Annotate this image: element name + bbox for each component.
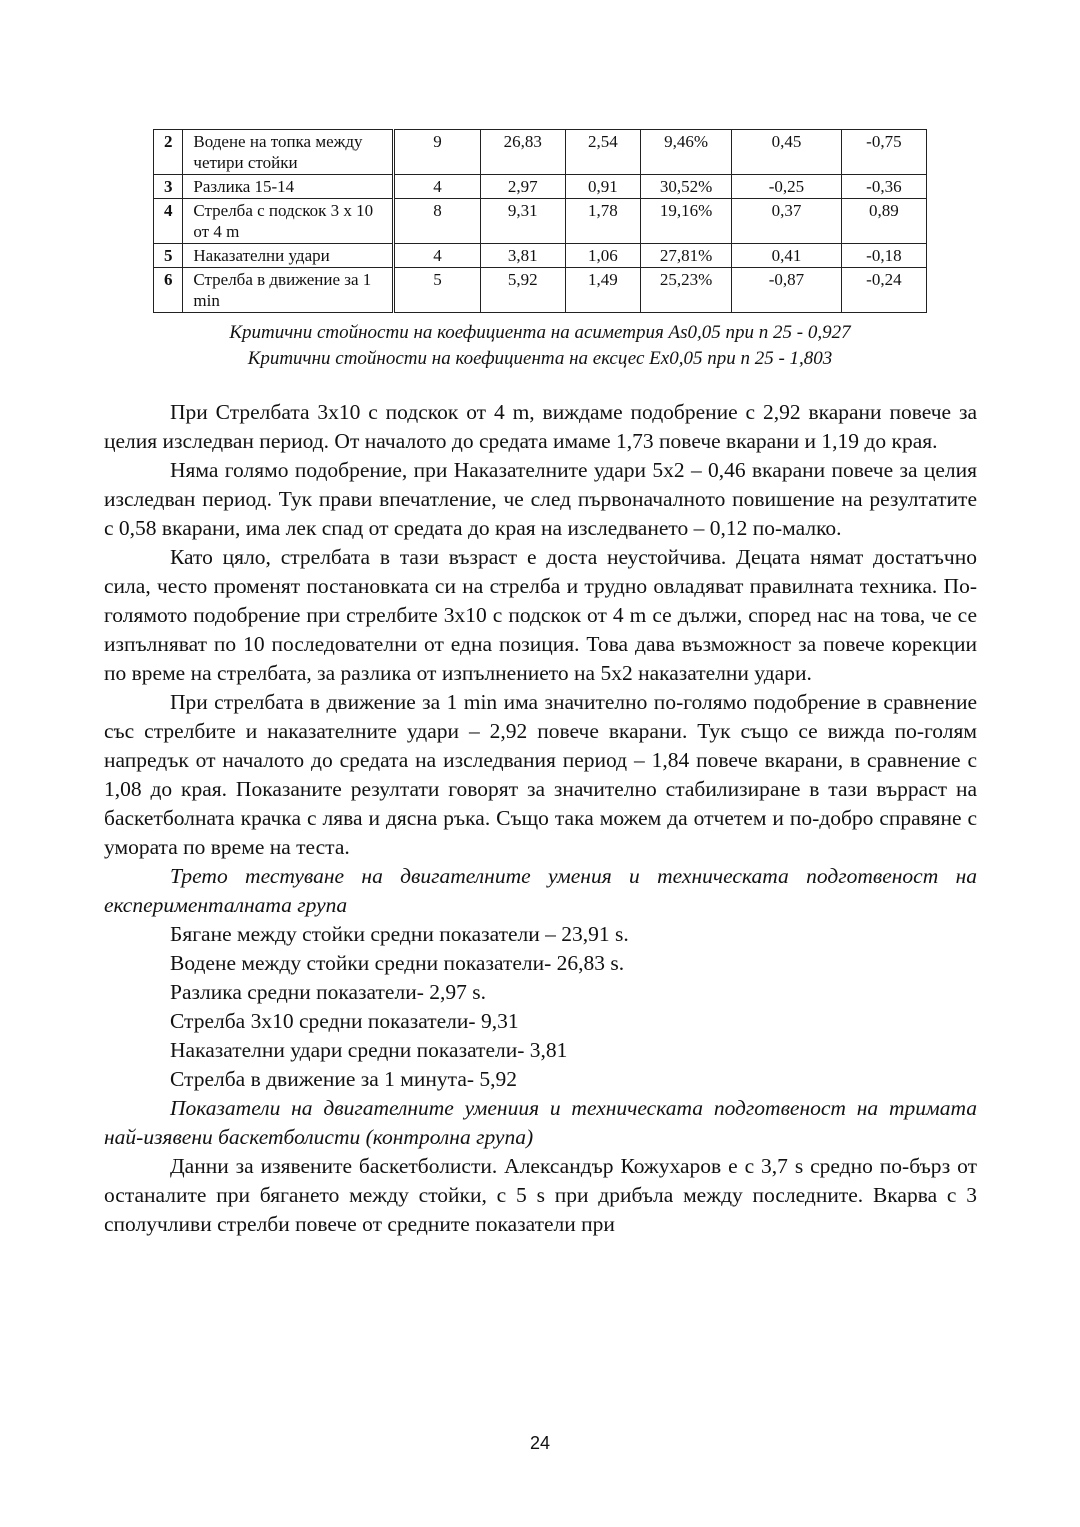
- row-number: 2: [154, 130, 183, 175]
- excess-note: Критични стойности на коефициента на ексцес Ex0,05 при n 25 - 1,803: [247, 348, 833, 369]
- cell-value: 25,23%: [640, 268, 731, 313]
- result-line: Наказателни удари средни показатели- 3,81: [170, 1038, 568, 1062]
- cell-value: 0,41: [732, 244, 842, 268]
- page-number: 24: [529, 1433, 551, 1453]
- paragraph: Няма голямо подобрение, при Наказателните удари 5х2 – 0,46 вкарани повече за целия изследван период. Тук прави впечатление, че след първоначалното повишение на резултатите с 0,58 вкарани, има лек спад от средата до края на изследването – 0,12 по-малко.: [104, 458, 977, 540]
- table-row: [154, 268, 927, 313]
- cell-value: 0,37: [732, 199, 842, 244]
- section-heading: Показатели на двигателните умениия и техническата подготвеност на тримата най-изявени баскетболисти (контролна група): [104, 1096, 977, 1149]
- cell-value: 19,16%: [640, 199, 731, 244]
- cell-value: 9,31: [480, 199, 565, 244]
- row-test-name: Стрелба с подскок 3 х 10 от 4 m: [183, 199, 394, 244]
- cell-value: 5,92: [480, 268, 565, 313]
- result-line: Бягане между стойки средни показатели – 23,91 s.: [170, 922, 629, 946]
- cell-value: 3,81: [480, 244, 565, 268]
- cell-value: 26,83: [480, 130, 565, 175]
- cell-value: 9,46%: [640, 130, 731, 175]
- body-text: [104, 398, 977, 1239]
- asymmetry-note: Критични стойности на коефициента на асиметрия As0,05 при n 25 - 0,927: [229, 322, 851, 343]
- result-line: Водене между стойки средни показатели- 26,83 s.: [170, 951, 625, 975]
- row-test-name: Водене на топка между четири стойки: [183, 130, 394, 175]
- result-line: Стрелба в движение за 1 минута- 5,92: [170, 1067, 518, 1091]
- result-line: Разлика средни показатели- 2,97 s.: [170, 980, 486, 1004]
- cell-value: 30,52%: [640, 175, 731, 199]
- cell-value: 1,06: [565, 244, 640, 268]
- paragraph: Данни за изявените баскетболисти. Александър Кожухаров е с 3,7 s средно по-бърз от останалите при бягането между стойки, с 5 s при дрибъла между последните. Вкарва с 3 сполучливи стрелби повече от средните показатели при: [104, 1154, 977, 1236]
- cell-value: -0,75: [841, 130, 926, 175]
- cell-value: 4: [394, 244, 480, 268]
- paragraph: При Стрелбата 3х10 с подскок от 4 m, виждаме подобрение с 2,92 вкарани повече за целия изследван период. От началото до средата имаме 1,73 повече вкарани и 1,19 до края.: [104, 400, 977, 453]
- cell-value: 1,78: [565, 199, 640, 244]
- cell-value: 2,54: [565, 130, 640, 175]
- cell-value: -0,18: [841, 244, 926, 268]
- cell-value: 4: [394, 175, 480, 199]
- cell-value: 0,91: [565, 175, 640, 199]
- cell-value: 8: [394, 199, 480, 244]
- row-test-name: Стрелба в движение за 1 min: [183, 268, 394, 313]
- table-row: [154, 130, 927, 175]
- row-number: 4: [154, 199, 183, 244]
- cell-value: -0,36: [841, 175, 926, 199]
- cell-value: 0,89: [841, 199, 926, 244]
- row-test-name: Наказателни удари: [183, 244, 394, 268]
- table-row: [154, 244, 927, 268]
- cell-value: 0,45: [732, 130, 842, 175]
- row-test-name: Разлика 15-14: [183, 175, 394, 199]
- row-number: 3: [154, 175, 183, 199]
- cell-value: 27,81%: [640, 244, 731, 268]
- row-number: 6: [154, 268, 183, 313]
- cell-value: 1,49: [565, 268, 640, 313]
- statistics-table: [153, 129, 927, 313]
- cell-value: -0,87: [732, 268, 842, 313]
- result-line: Стрелба 3х10 средни показатели- 9,31: [170, 1009, 519, 1033]
- cell-value: -0,24: [841, 268, 926, 313]
- cell-value: -0,25: [732, 175, 842, 199]
- cell-value: 2,97: [480, 175, 565, 199]
- cell-value: 5: [394, 268, 480, 313]
- paragraph: При стрелбата в движение за 1 min има значително по-голямо подобрение в сравнение със стрелбите и наказателните удари – 2,92 повече вкарани. Тук също се вижда по-голям напредък от началото до средата на изследвания период – 1,84 повече вкарани, в сравнение с 1,08 до края. Показаните резултати говорят за значително стабилизиране в тази върраст на баскетболната крачка с лява и дясна ръка. Също така можем да отчетем и по-добро справяне с умората по време на теста.: [104, 690, 977, 859]
- row-number: 5: [154, 244, 183, 268]
- section-heading: Трето тестуване на двигателните умения и техническата подготвеност на експерименталната група: [104, 864, 977, 917]
- table-row: [154, 199, 927, 244]
- table-notes: [153, 320, 927, 372]
- cell-value: 9: [394, 130, 480, 175]
- paragraph: Като цяло, стрелбата в тази възраст е доста неустойчива. Децата нямат достатъчно сила, често променят постановката си на стрелба и трудно овладяват правилната техника. По-голямото подобрение при стрелбите 3х10 с подскок от 4 m се дължи, според нас на това, че се изпълняват по 10 последователни от една позиция. Това дава възможност за повече корекции по време на стрелбата, за разлика от изпълнението на 5х2 наказателни удари.: [104, 545, 977, 685]
- table-row: [154, 175, 927, 199]
